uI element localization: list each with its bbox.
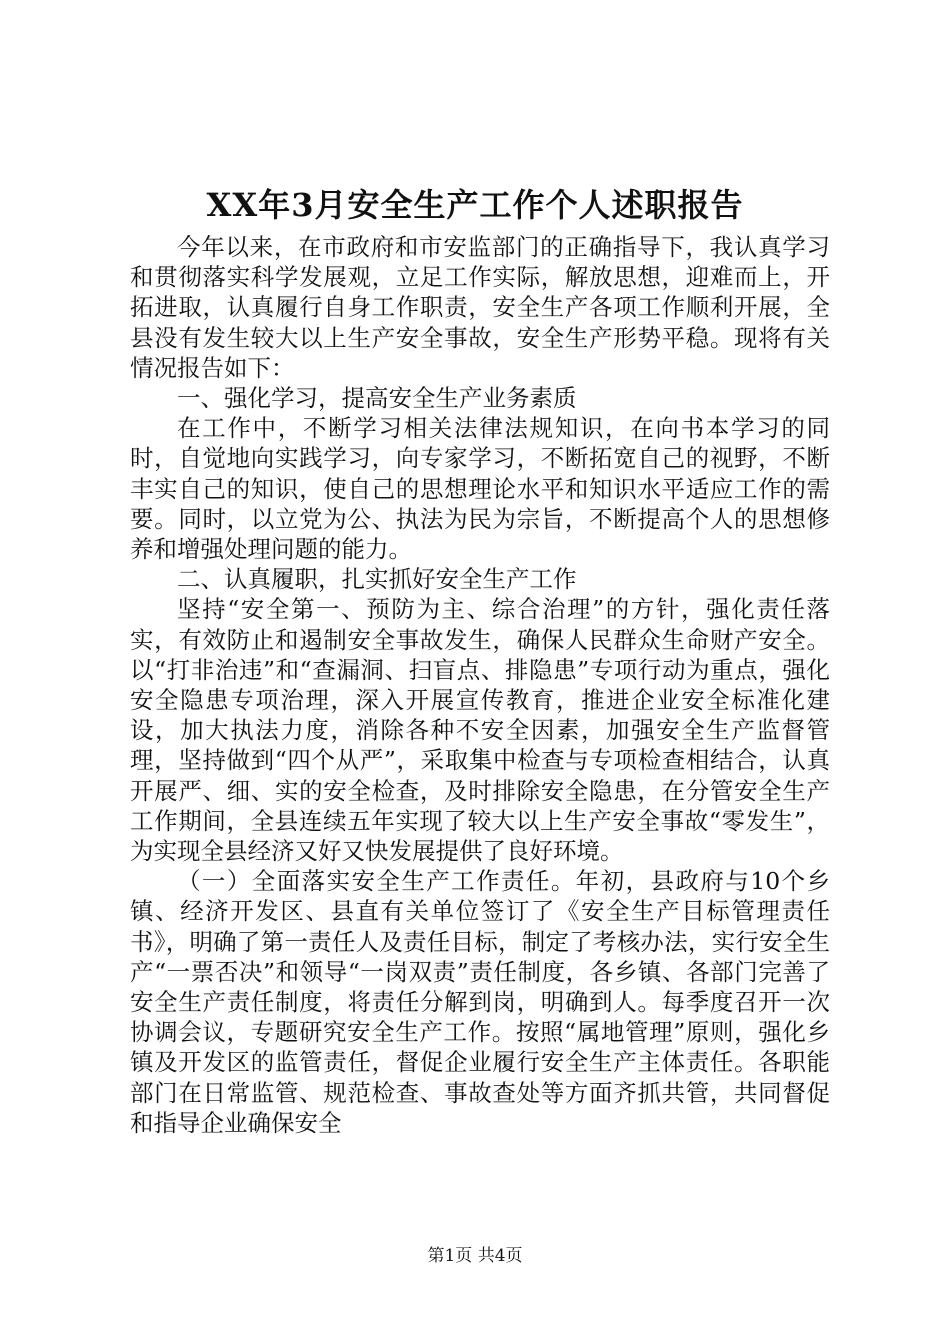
document-title: XX年3月安全生产工作个人述职报告 (206, 186, 744, 224)
page-footer: 第1页 共4页 (427, 1246, 523, 1266)
paragraph-section-2: 坚持“安全第一、预防为主、综合治理”的方针，强化责任落实，有效防止和遏制安全事故发生，确保人民群众生命财产安全。以“打非治违”和“查漏洞、扫盲点、排隐患”专项行动为重点，强化安全隐患专项治理，深入开展宣传教育，推进企业安全标准化建设，加大执法力度，消除各种不安全因素，加强安全生产监督管理，坚持做到“四个从严”，采取集中检查与专项检查相结合，认真开展严、细、实的安全检查，及时排除安全隐患，在分管安全生产工作期间，全县连续五年实现了较大以上生产安全事故“零发生”，为实现全县经济又好又快发展提供了良好环境。 (130, 595, 830, 866)
paragraph-intro: 今年以来，在市政府和市安监部门的正确指导下，我认真学习和贯彻落实科学发展观，立足工作实际，解放思想，迎难而上，开拓进取，认真履行自身工作职责，安全生产各项工作顺利开展，全县没有发生较大以上生产安全事故，安全生产形势平稳。现将有关情况报告如下： (130, 233, 830, 382)
paragraph-subsection-1: （一）全面落实安全生产工作责任。年初，县政府与10个乡镇、经济开发区、县直有关单位签订了《安全生产目标管理责任书》，明确了第一责任人及责任目标，制定了考核办法，实行安全生产“一票否决”和领导“一岗双责”责任制度，各乡镇、各部门完善了安全生产责任制度，将责任分解到岗，明确到人。每季度召开一次协调会议，专题研究安全生产工作。按照“属地管理”原则，强化乡镇及开发区的监管责任，督促企业履行安全生产主体责任。各职能部门在日常监管、规范检查、事故查处等方面齐抓共管，共同督促和指导企业确保安全 (130, 867, 830, 1137)
section-heading-2: 二、认真履职，扎实抓好安全生产工作 (177, 565, 577, 594)
section-heading-1: 一、强化学习，提高安全生产业务素质 (177, 384, 577, 413)
document-body (130, 232, 830, 1138)
paragraph-section-1: 在工作中，不断学习相关法律法规知识，在向书本学习的同时，自觉地向实践学习，向专家学习，不断拓宽自己的视野，不断丰实自己的知识，使自己的思想理论水平和知识水平适应工作的需要。同时，以立党为公、执法为民为宗旨，不断提高个人的思想修养和增强处理问题的能力。 (130, 414, 830, 564)
